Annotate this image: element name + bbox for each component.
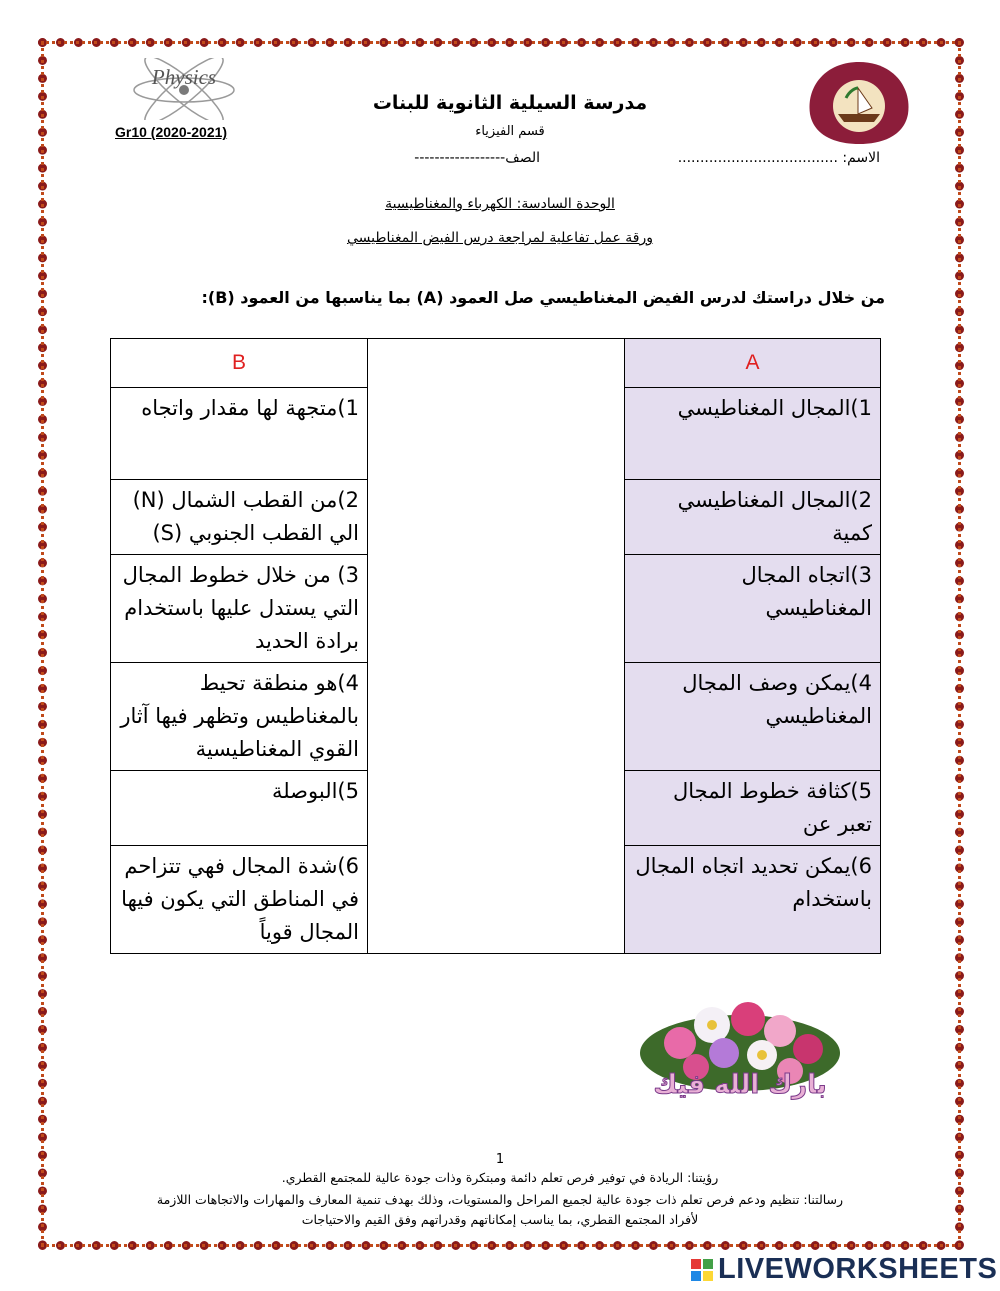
column-a-item[interactable]: 6)يمكن تحديد اتجاه المجال باستخدام — [625, 846, 881, 954]
liveworksheets-brand[interactable]: LIVEWORKSHEETS — [718, 1253, 998, 1285]
matching-area[interactable] — [368, 339, 625, 954]
school-name: مدرسة السيلية الثانوية للبنات — [372, 92, 648, 114]
department-name: قسم الفيزياء — [475, 124, 545, 139]
footer-vision: رؤيتنا: الريادة في توفير فرص تعلم دائمة ومبتكرة وذات جودة عالية للمجتمع القطري. — [281, 1170, 719, 1185]
column-a-item[interactable]: 3)اتجاه المجال المغناطيسي — [625, 555, 881, 663]
column-a-item[interactable]: 2)المجال المغناطيسي كمية — [625, 480, 881, 555]
class-field: الصف------------------ — [414, 150, 540, 166]
column-b-item[interactable]: 1)متجهة لها مقدار واتجاه — [111, 388, 368, 480]
worksheet-title: ورقة عمل تفاعلية لمراجعة درس الفيض المغناطيسي — [346, 230, 654, 246]
student-name-field: الاسم: .................................... — [677, 150, 880, 166]
instruction-text: من خلال دراستك لدرس الفيض المغناطيسي صل العمود (A) بما يناسبها من العمود (B): — [201, 288, 885, 307]
flowers-caption: بارك الله فيك — [653, 1070, 827, 1100]
column-a-header: A — [625, 339, 881, 388]
unit-title: الوحدة السادسة: الكهرباء والمغناطيسية — [385, 196, 615, 212]
matching-table — [110, 338, 881, 954]
column-b-item[interactable]: 3) من خلال خطوط المجال التي يستدل عليها باستخدام برادة الحديد — [111, 555, 368, 663]
grade-year: Gr10 (2020-2021) — [115, 124, 228, 140]
ministry-logo — [800, 58, 918, 146]
column-a-item[interactable]: 1)المجال المغناطيسي — [625, 388, 881, 480]
table-header-row — [111, 339, 881, 388]
physics-atom-logo — [128, 58, 240, 120]
column-a-item[interactable]: 4)يمكن وصف المجال المغناطيسي — [625, 663, 881, 771]
column-b-item[interactable]: 5)البوصلة — [111, 771, 368, 846]
flower-bouquet-image — [620, 985, 860, 1103]
column-b-header: B — [111, 339, 368, 388]
column-b-item[interactable]: 2)من القطب الشمال (N) الي القطب الجنوبي (S) — [111, 480, 368, 555]
physics-logo-text: Physics — [151, 65, 217, 89]
page-number: 1 — [495, 1152, 505, 1167]
liveworksheets-logo-icon — [690, 1258, 714, 1282]
footer-mission-line1: رسالتنا: تنظيم ودعم فرص تعلم ذات جودة عالية لجميع المراحل والمستويات، وذلك بهدف تنمية المعارف والمهارات والاتجاهات اللازمة — [156, 1192, 844, 1207]
footer-mission-line2: لأفراد المجتمع القطري، بما يناسب إمكاناتهم وقدراتهم وفق القيم والاحتياجات — [301, 1212, 699, 1227]
column-a-item[interactable]: 5)كثافة خطوط المجال تعبر عن — [625, 771, 881, 846]
column-b-item[interactable]: 6)شدة المجال فهي تتزاحم في المناطق التي يكون فيها المجال قوياً — [111, 846, 368, 954]
column-b-item[interactable]: 4)هو منطقة تحيط بالمغناطيس وتظهر فيها آثار القوي المغناطيسية — [111, 663, 368, 771]
